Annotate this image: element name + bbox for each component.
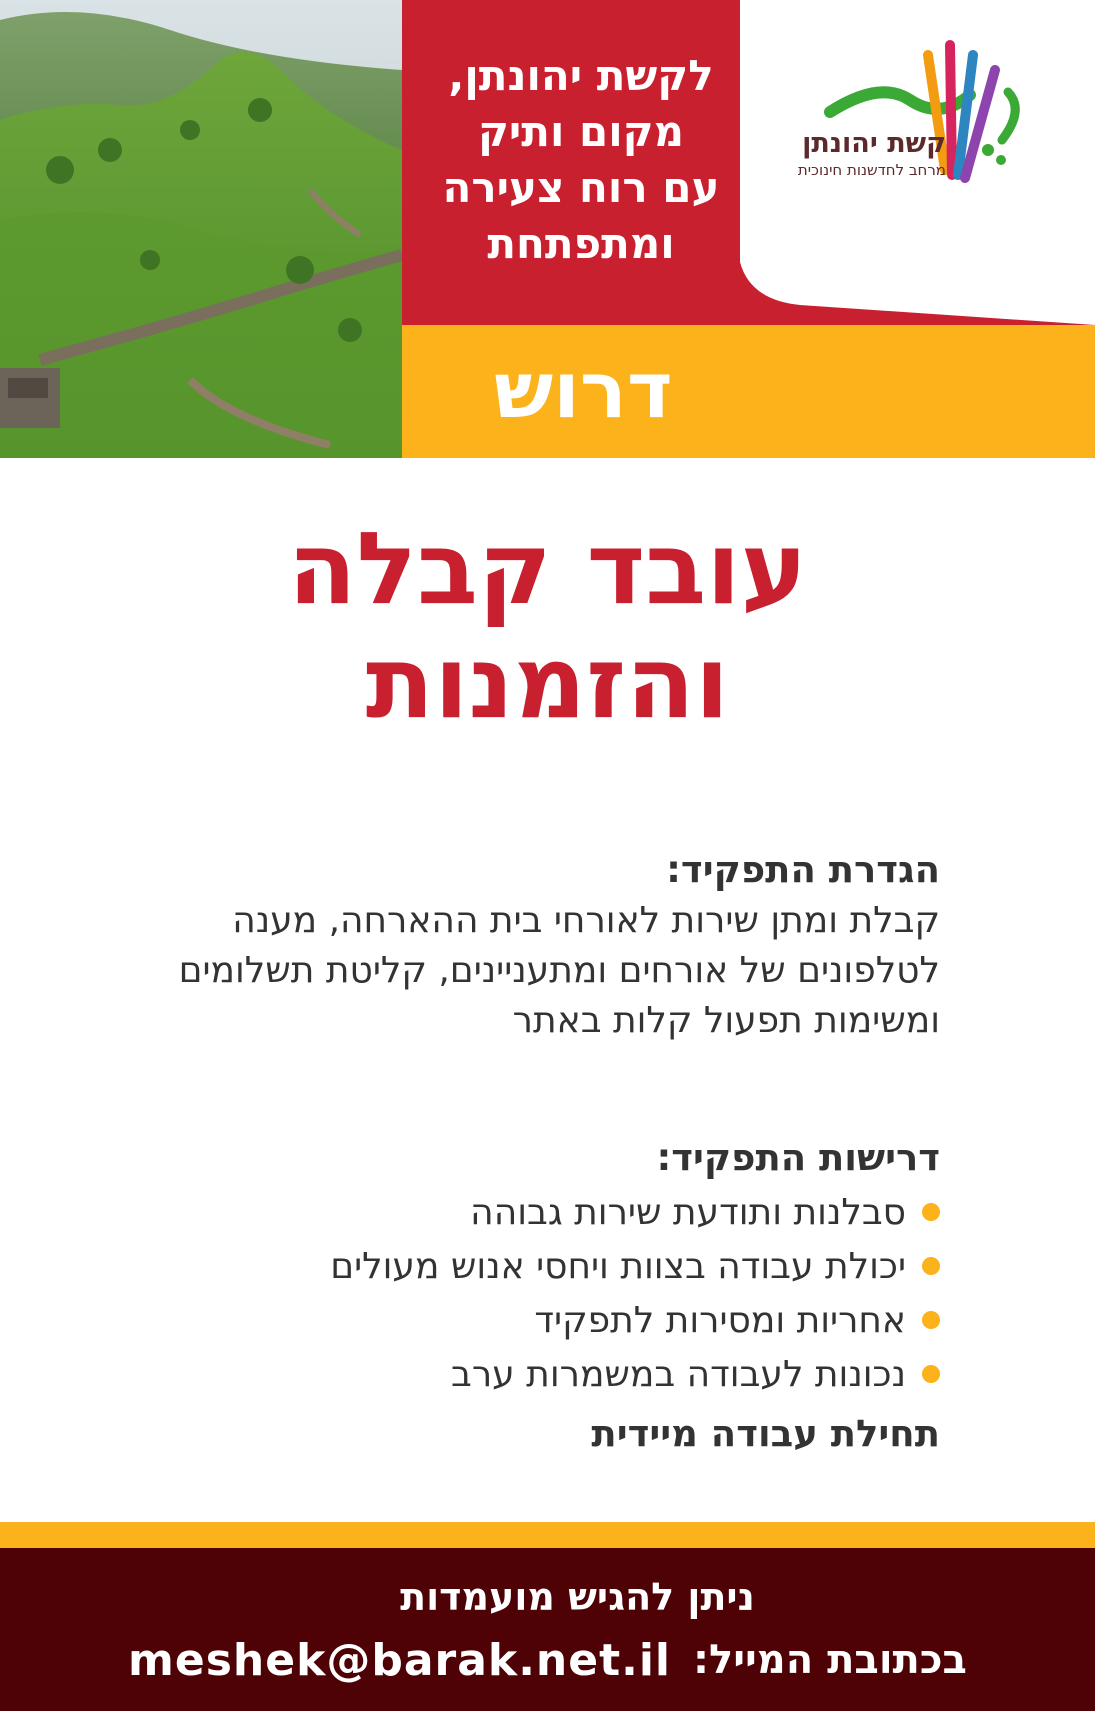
description-line: לטלפונים של אורחים ומתעניינים, קליטת תשלומים xyxy=(178,950,940,991)
header-tagline xyxy=(402,48,760,272)
description-line: ומשימות תפעול קלות באתר xyxy=(512,1000,940,1041)
tagline-line: מקום ותיק xyxy=(477,107,684,156)
requirement-item xyxy=(330,1185,940,1239)
requirement-item xyxy=(330,1293,940,1347)
bullet-icon xyxy=(922,1203,940,1221)
tagline-line: עם רוח צעירה xyxy=(442,163,720,212)
wanted-label: דרוש xyxy=(494,346,673,436)
requirements-heading: דרישות התפקיד: xyxy=(656,1136,940,1179)
logo-name: קשת יהונתן xyxy=(802,128,946,159)
tagline-line: לקשת יהונתן, xyxy=(448,51,714,100)
bullet-icon xyxy=(922,1311,940,1329)
job-title-line: והזמנות xyxy=(365,624,730,741)
job-title-line: עובד קבלה xyxy=(287,510,808,627)
job-title xyxy=(0,512,1095,740)
logo-subtitle: מרחב לחדשנות חינוכית xyxy=(797,161,946,179)
description-line: קבלת ומתן שירות לאורחי בית ההארחה, מענה xyxy=(232,900,940,941)
requirement-text: סבלנות ותודעת שירות גבוהה xyxy=(470,1191,906,1233)
requirement-text: נכונות לעבודה במשמרות ערב xyxy=(451,1353,906,1395)
description-heading: הגדרת התפקיד: xyxy=(666,848,940,891)
tagline-line: ומתפתחת xyxy=(487,219,675,268)
bullet-icon xyxy=(922,1365,940,1383)
email-link[interactable]: meshek@barak.net.il xyxy=(128,1634,671,1686)
logo-text xyxy=(760,128,946,180)
requirement-item xyxy=(330,1347,940,1401)
apply-text: ניתן להגיש מועמדות xyxy=(400,1575,755,1619)
email-label: בכתובת המייל: xyxy=(693,1637,967,1683)
requirement-item xyxy=(330,1239,940,1293)
bullet-icon xyxy=(922,1257,940,1275)
start-note: תחילת עבודה מיידית xyxy=(591,1412,940,1455)
requirement-text: אחריות ומסירות לתפקיד xyxy=(534,1299,906,1341)
footer-stripe xyxy=(0,1522,1095,1548)
hero-landscape-image xyxy=(0,0,402,458)
requirement-text: יכולת עבודה בצוות ויחסי אנוש מעולים xyxy=(330,1245,906,1287)
description-body xyxy=(120,896,940,1046)
contact-line xyxy=(0,1630,1095,1690)
requirements-list xyxy=(330,1185,940,1401)
